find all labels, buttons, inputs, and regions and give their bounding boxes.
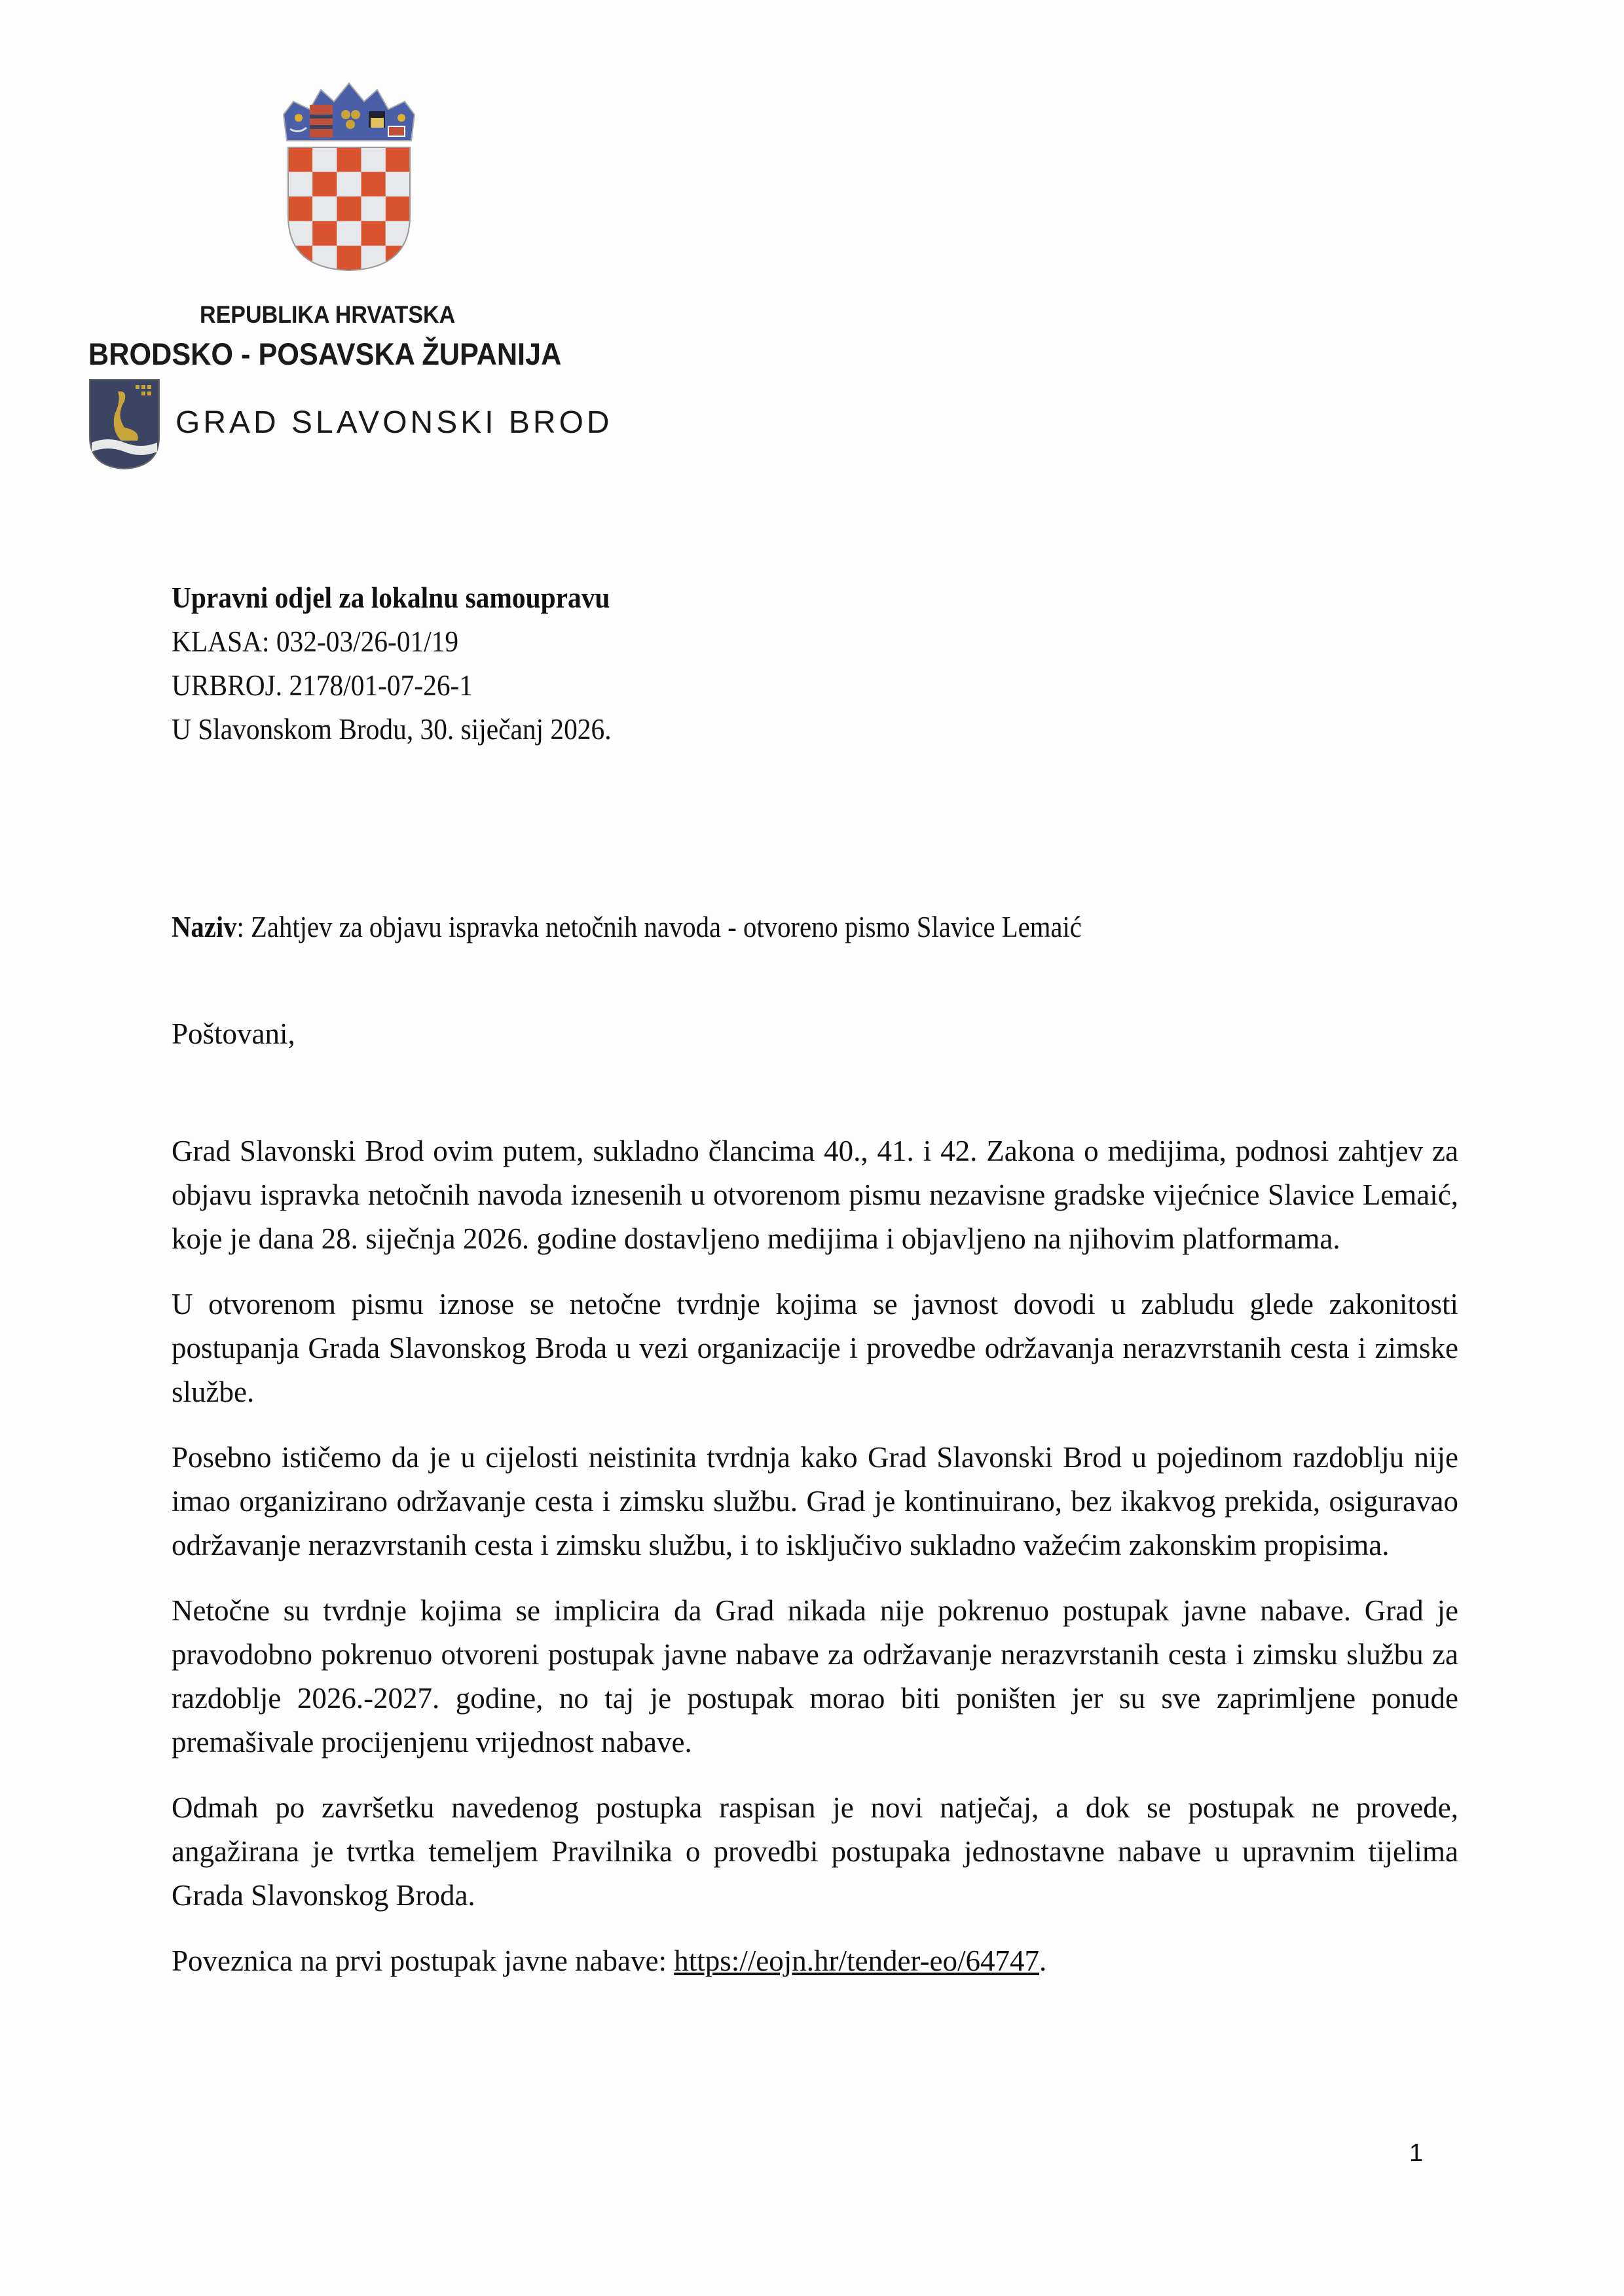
checker-square xyxy=(386,172,410,197)
greeting: Poštovani, xyxy=(172,1017,295,1050)
croatian-coat-of-arms-icon xyxy=(280,82,418,272)
county-title: BRODSKO - POSAVSKA ŽUPANIJA xyxy=(88,337,562,371)
place-date: U Slavonskom Brodu, 30. siječanj 2026. xyxy=(172,713,612,746)
urbroj: URBROJ. 2178/01-07-26-1 xyxy=(172,669,473,702)
checker-square xyxy=(337,221,361,246)
department-name: Upravni odjel za lokalnu samoupravu xyxy=(172,581,610,614)
checker-square xyxy=(288,196,312,221)
link-prefix: Poveznica na prvi postupak javne nabave: xyxy=(172,1944,674,1977)
checker-square xyxy=(386,196,410,221)
paragraph: U otvorenom pismu iznose se netočne tvrdnje kojima se javnost dovodi u zabludu glede zakonitosti postupanja Grada Slavonskog Broda u vezi organizacije i provedbe održavanja nerazvrstanih cesta i zimske službe. xyxy=(172,1288,1458,1408)
subject-line xyxy=(172,910,1082,944)
checker-square xyxy=(361,172,386,197)
checker-square xyxy=(288,172,312,197)
reference-block xyxy=(172,576,612,752)
klasa: KLASA: 032-03/26-01/19 xyxy=(172,625,459,658)
checker-square xyxy=(337,147,361,172)
tender-link[interactable]: https://eojn.hr/tender-eo/64747 xyxy=(674,1944,1039,1977)
checker-square xyxy=(337,172,361,197)
page-number: 1 xyxy=(1409,2140,1424,2167)
checker-square xyxy=(312,221,337,246)
checker-square xyxy=(288,221,312,246)
link-paragraph xyxy=(172,1939,1458,1983)
crown xyxy=(284,83,415,141)
checker-square xyxy=(361,147,386,172)
checker-square xyxy=(361,196,386,221)
checker-square xyxy=(312,196,337,221)
link-suffix: . xyxy=(1039,1944,1047,1977)
paragraph: Posebno ističemo da je u cijelosti neistinita tvrdnja kako Grad Slavonski Brod u pojedinom razdoblju nije imao organizirano održavanje cesta i zimsku službu. Grad je kontinuirano, bez ikakvog prekida, osiguravao održavanje nerazvrstanih cesta i zimsku službu, i to isključivo sukladno važećim zakonskim propisima. xyxy=(172,1441,1458,1561)
checker-square xyxy=(288,246,312,270)
checkerboard xyxy=(288,147,410,270)
letter-body xyxy=(172,1129,1458,2005)
republic-title: REPUBLIKA HRVATSKA xyxy=(200,301,456,328)
checker-square xyxy=(337,196,361,221)
checker-square xyxy=(337,246,361,270)
subject-label: Naziv xyxy=(172,911,237,943)
checker-square xyxy=(288,147,312,172)
paragraph: Odmah po završetku navedenog postupka raspisan je novi natječaj, a dok se postupak ne provede, angažirana je tvrtka temeljem Pravilnika o provedbi postupaka jednostavne nabave u upravnim tijelima Grada Slavonskog Broda. xyxy=(172,1791,1458,1912)
subject-text: : Zahtjev za objavu ispravka netočnih navoda - otvoreno pismo Slavice Lemaić xyxy=(236,911,1082,943)
city-coat-of-arms-icon xyxy=(88,378,160,470)
checker-square xyxy=(312,147,337,172)
checker-square xyxy=(386,246,410,270)
checker-square xyxy=(312,172,337,197)
paragraph: Netočne su tvrdnje kojima se implicira da Grad nikada nije pokrenuo postupak javne nabave. Grad je pravodobno pokrenuo otvoreni postupak javne nabave za održavanje nerazvrstanih cesta i zimsku službu za razdoblje 2026.-2027. godine, no taj je postupak morao biti poništen jer su sve zaprimljene ponude premašivale procijenjenu vrijednost nabave. xyxy=(172,1594,1458,1758)
checker-square xyxy=(361,221,386,246)
paragraph: Grad Slavonski Brod ovim putem, sukladno člancima 40., 41. i 42. Zakona o medijima, podnosi zahtjev za objavu ispravka netočnih navoda iznesenih u otvorenom pismu nezavisne gradske vijećnice Slavice Lemaić, koje je dana 28. siječnja 2026. godine dostavljeno medijima i objavljeno na njihovim platformama. xyxy=(172,1135,1458,1255)
checker-square xyxy=(386,147,410,172)
checker-square xyxy=(386,221,410,246)
city-title: GRAD SLAVONSKI BROD xyxy=(175,405,613,440)
